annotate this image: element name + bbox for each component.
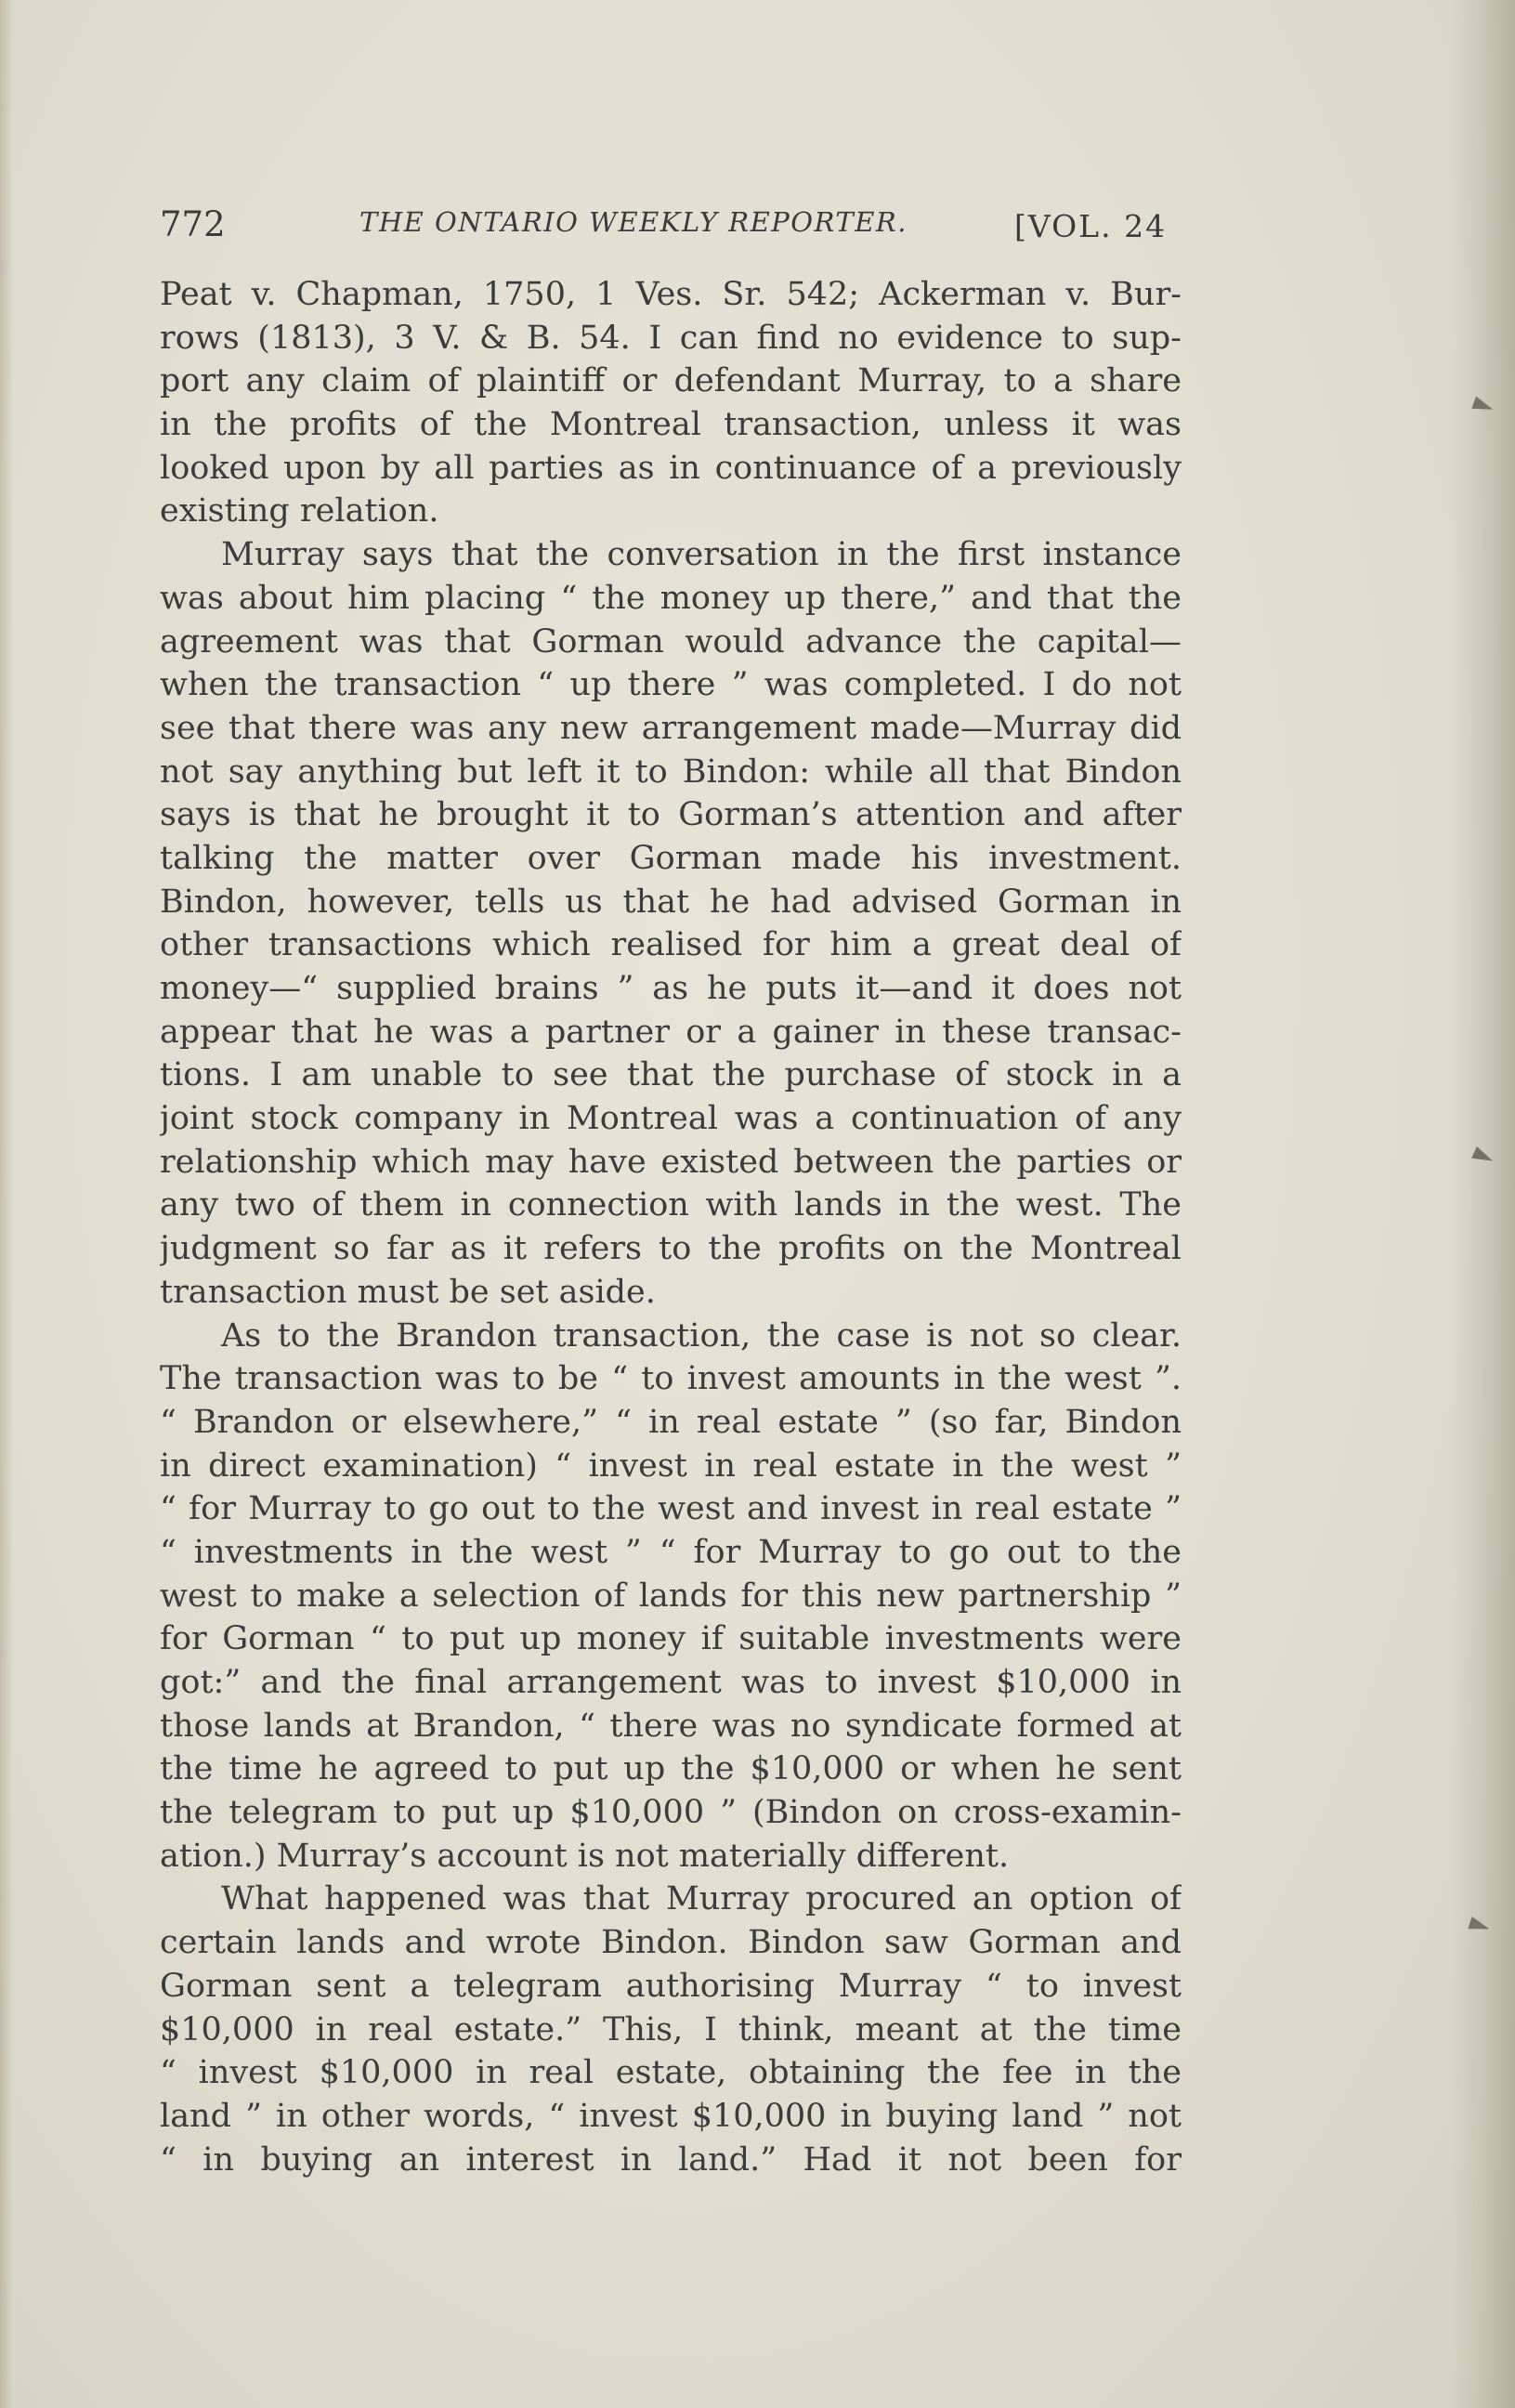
text-line: was about him placing “ the money up there,” and that the <box>160 579 1182 617</box>
text-line: looked upon by all parties as in continuance of a previously <box>160 449 1182 487</box>
text-line: What happened was that Murray procured an option of <box>221 1880 1182 1918</box>
text-line: Gorman sent a telegram authorising Murray “ to invest <box>160 1967 1182 2005</box>
text-line: see that there was any new arrangement made—Murray did <box>160 709 1182 747</box>
text-line: those lands at Brandon, “ there was no syndicate formed at <box>160 1707 1182 1745</box>
body-text <box>160 273 1182 2181</box>
text-line: certain lands and wrote Bindon. Bindon saw Gorman and <box>160 1924 1182 1962</box>
text-line: for Gorman “ to put up money if suitable investments were <box>160 1620 1182 1658</box>
text-line: The transaction was to be “ to invest amounts in the west ”. <box>160 1360 1182 1398</box>
binding-gutter-shadow <box>1450 0 1515 2408</box>
text-line: transaction must be set aside. <box>160 1273 656 1311</box>
text-line: “ Brandon or elsewhere,” “ in real estate ” (so far, Bindon <box>160 1403 1182 1441</box>
text-line: port any claim of plaintiff or defendant Murray, to a share <box>160 362 1182 400</box>
text-line: tions. I am unable to see that the purchase of stock in a <box>160 1056 1182 1094</box>
text-line: rows (1813), 3 V. & B. 54. I can find no evidence to sup- <box>160 319 1182 357</box>
text-line: judgment so far as it refers to the profits on the Montreal <box>160 1230 1182 1268</box>
page-number: 772 <box>160 204 226 244</box>
text-line: As to the Brandon transaction, the case is not so clear. <box>221 1316 1182 1354</box>
text-line: says is that he brought it to Gorman’s attention and after <box>160 796 1182 834</box>
text-line: “ in buying an interest in land.” Had it not been for <box>160 2140 1182 2179</box>
text-line: “ invest $10,000 in real estate, obtaining the fee in the <box>160 2054 1182 2092</box>
text-line: $10,000 in real estate.” This, I think, meant at the time <box>160 2010 1182 2048</box>
text-line: Peat v. Chapman, 1750, 1 Ves. Sr. 542; Ackerman v. Bur- <box>160 276 1182 313</box>
page-left-edge <box>0 0 13 2408</box>
text-line: the telegram to put up $10,000 ” (Bindon on cross-examin- <box>160 1794 1182 1832</box>
text-line: in direct examination) “ invest in real estate in the west ” <box>160 1446 1182 1485</box>
text-line: ation.) Murray’s account is not materially different. <box>160 1837 1010 1875</box>
text-line: got:” and the final arrangement was to invest $10,000 in <box>160 1664 1182 1701</box>
text-line: when the transaction “ up there ” was completed. I do not <box>160 666 1182 704</box>
text-line: joint stock company in Montreal was a continuation of any <box>160 1100 1182 1138</box>
text-line: money—“ supplied brains ” as he puts it—and it does not <box>160 970 1182 1007</box>
text-line: “ investments in the west ” “ for Murray to go out to the <box>160 1533 1182 1571</box>
journal-title: THE ONTARIO WEEKLY REPORTER. <box>359 206 908 238</box>
volume-label: [VOL. 24 <box>1014 208 1168 244</box>
text-line: any two of them in connection with lands in the west. The <box>160 1186 1182 1224</box>
text-line: “ for Murray to go out to the west and invest in real estate ” <box>160 1490 1182 1528</box>
text-line: other transactions which realised for him a great deal of <box>160 926 1182 964</box>
text-line: appear that he was a partner or a gainer in these transac- <box>160 1013 1182 1051</box>
text-line: west to make a selection of lands for this new partnership ” <box>160 1577 1182 1615</box>
text-line: not say anything but left it to Bindon: while all that Bindon <box>160 752 1182 791</box>
text-line: relationship which may have existed between the parties or <box>160 1143 1182 1181</box>
text-line: talking the matter over Gorman made his investment. <box>160 839 1182 877</box>
text-line: existing relation. <box>160 492 439 530</box>
text-line: the time he agreed to put up the $10,000 or when he sent <box>160 1750 1182 1788</box>
running-head <box>160 197 1182 253</box>
text-line: Bindon, however, tells us that he had advised Gorman in <box>160 883 1182 921</box>
text-line: agreement was that Gorman would advance the capital— <box>160 622 1182 661</box>
text-line: in the profits of the Montreal transaction, unless it was <box>160 406 1182 444</box>
text-line: Murray says that the conversation in the first instance <box>221 536 1182 574</box>
text-line: land ” in other words, “ invest $10,000 in buying land ” not <box>160 2097 1182 2135</box>
